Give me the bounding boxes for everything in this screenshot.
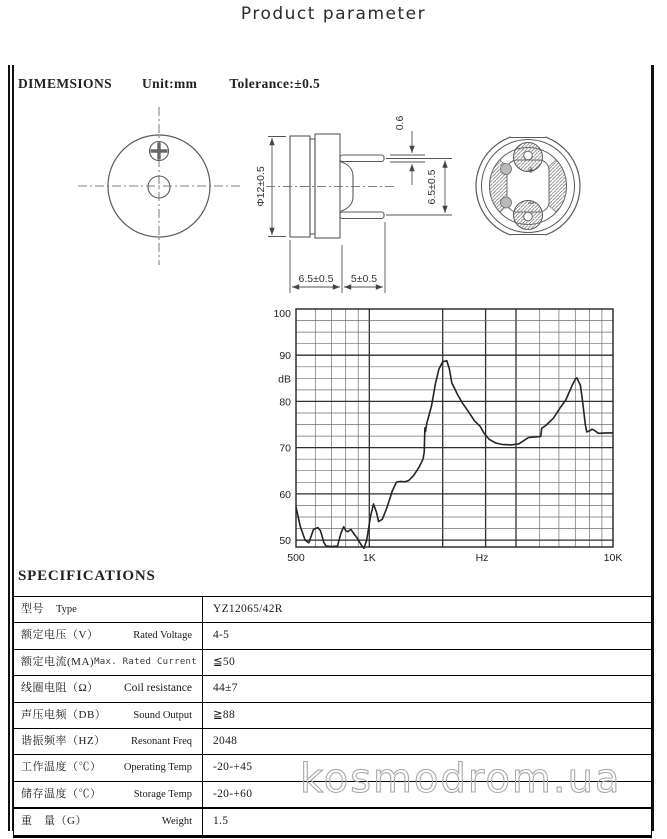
spec-value: 2048 bbox=[213, 734, 238, 747]
spec-label-cn: 额定电流(MA) bbox=[21, 655, 95, 668]
table-row bbox=[14, 781, 651, 807]
y-axis-unit-label: dB bbox=[278, 373, 291, 386]
spec-value: 1.5 bbox=[213, 815, 229, 828]
spec-value: YZ12065/42R bbox=[213, 603, 283, 615]
y-tick-label: 70 bbox=[279, 442, 291, 455]
spec-label-en: Resonant Freq bbox=[131, 735, 192, 747]
spec-label-en: Operating Temp bbox=[123, 762, 192, 774]
side-view bbox=[266, 134, 394, 238]
watermark: kosmodrom.ua bbox=[300, 756, 622, 802]
spec-value: ≦50 bbox=[213, 655, 236, 668]
y-tick-label: 80 bbox=[279, 396, 291, 409]
spec-label-cn: 工作温度（℃） bbox=[21, 761, 102, 774]
pin-bottom bbox=[340, 212, 384, 219]
tolerance-label: Tolerance:±0.5 bbox=[229, 76, 321, 91]
spec-label-cn: 储存温度（℃） bbox=[21, 787, 102, 800]
plot-border bbox=[296, 309, 613, 547]
dim-label-pin-thickness: 0.6 bbox=[394, 115, 406, 131]
screw-hole-bottom bbox=[524, 212, 533, 221]
back-view bbox=[476, 131, 580, 242]
spec-value: -20-+60 bbox=[213, 787, 253, 800]
specifications-heading: SPECIFICATIONS bbox=[18, 568, 156, 584]
spec-label-cn: 型号 bbox=[21, 603, 44, 615]
frequency-response-chart bbox=[258, 298, 654, 572]
unit-label: Unit:mm bbox=[142, 76, 198, 91]
dim-label-diameter: Φ12±0.5 bbox=[255, 166, 267, 207]
y-tick-label: 60 bbox=[279, 488, 291, 501]
polarity-plus-label: + bbox=[527, 163, 535, 177]
spec-value: 44±7 bbox=[213, 682, 238, 695]
table-row bbox=[14, 807, 651, 834]
table-row bbox=[14, 622, 651, 648]
spec-label-en: Coil resistance bbox=[123, 682, 192, 695]
screw-hole-top bbox=[524, 151, 533, 160]
spec-label-cn: 重 量（G） bbox=[21, 815, 87, 828]
pin-top bbox=[340, 155, 384, 162]
spec-label-cn: 谐振频率（HZ） bbox=[21, 734, 106, 747]
y-tick-label: 100 bbox=[273, 308, 291, 320]
spec-label-cn: 线圈电阻（Ω） bbox=[21, 682, 99, 695]
spec-label-en: Weight bbox=[161, 816, 192, 828]
tab-notch-bottom bbox=[511, 235, 545, 242]
specifications-table bbox=[13, 596, 652, 838]
table-row bbox=[14, 675, 651, 701]
solder-pad-positive bbox=[501, 164, 512, 175]
spec-label-en: Rated Voltage bbox=[133, 630, 192, 642]
x-tick-label: 1K bbox=[362, 552, 376, 564]
spec-label-en: Sound Output bbox=[133, 709, 192, 721]
y-tick-label: 90 bbox=[279, 350, 291, 363]
spec-value: ≧88 bbox=[213, 708, 236, 721]
dimensions-heading bbox=[18, 76, 320, 92]
dim-pin-spacing bbox=[386, 159, 452, 216]
table-row bbox=[14, 702, 651, 728]
polarity-minus-label: − bbox=[527, 196, 535, 210]
solder-pad-negative bbox=[501, 197, 512, 208]
spec-label-cn: 额定电压（V） bbox=[21, 629, 99, 642]
table-row bbox=[14, 728, 651, 754]
dim-label-pin-spacing: 6.5±0.5 bbox=[426, 169, 438, 205]
x-tick-label: 500 bbox=[287, 552, 305, 564]
spec-value: -20-+45 bbox=[213, 761, 253, 774]
spec-label-en: Storage Temp bbox=[133, 788, 192, 800]
dim-pin-thickness bbox=[390, 131, 425, 185]
table-row bbox=[14, 597, 651, 622]
sound-hole-cross-icon bbox=[151, 143, 168, 160]
spec-label-en: Max. Rated Current bbox=[94, 656, 197, 667]
tab-notch-top bbox=[511, 131, 545, 138]
front-body bbox=[315, 134, 340, 238]
x-tick-label: 10K bbox=[603, 552, 623, 564]
spec-value: 4-5 bbox=[213, 629, 230, 642]
frame-border-left-outer bbox=[8, 65, 10, 831]
dim-label-body-depth: 6.5±0.5 bbox=[298, 273, 334, 285]
response-curve bbox=[296, 361, 613, 549]
page-title: Product parameter bbox=[240, 4, 427, 24]
spec-label-cn: 声压电频（DB） bbox=[21, 708, 107, 721]
table-row bbox=[14, 754, 651, 780]
x-axis-unit-label: Hz bbox=[475, 552, 489, 564]
table-row bbox=[14, 649, 651, 675]
front-view bbox=[78, 107, 242, 265]
y-tick-label: 50 bbox=[279, 535, 291, 548]
dim-label-pin-length: 5±0.5 bbox=[350, 273, 378, 285]
dimensions-heading-label: DIMEMSIONS bbox=[18, 76, 113, 91]
dimension-drawings bbox=[20, 103, 650, 303]
spec-label-en: Type bbox=[56, 604, 77, 615]
